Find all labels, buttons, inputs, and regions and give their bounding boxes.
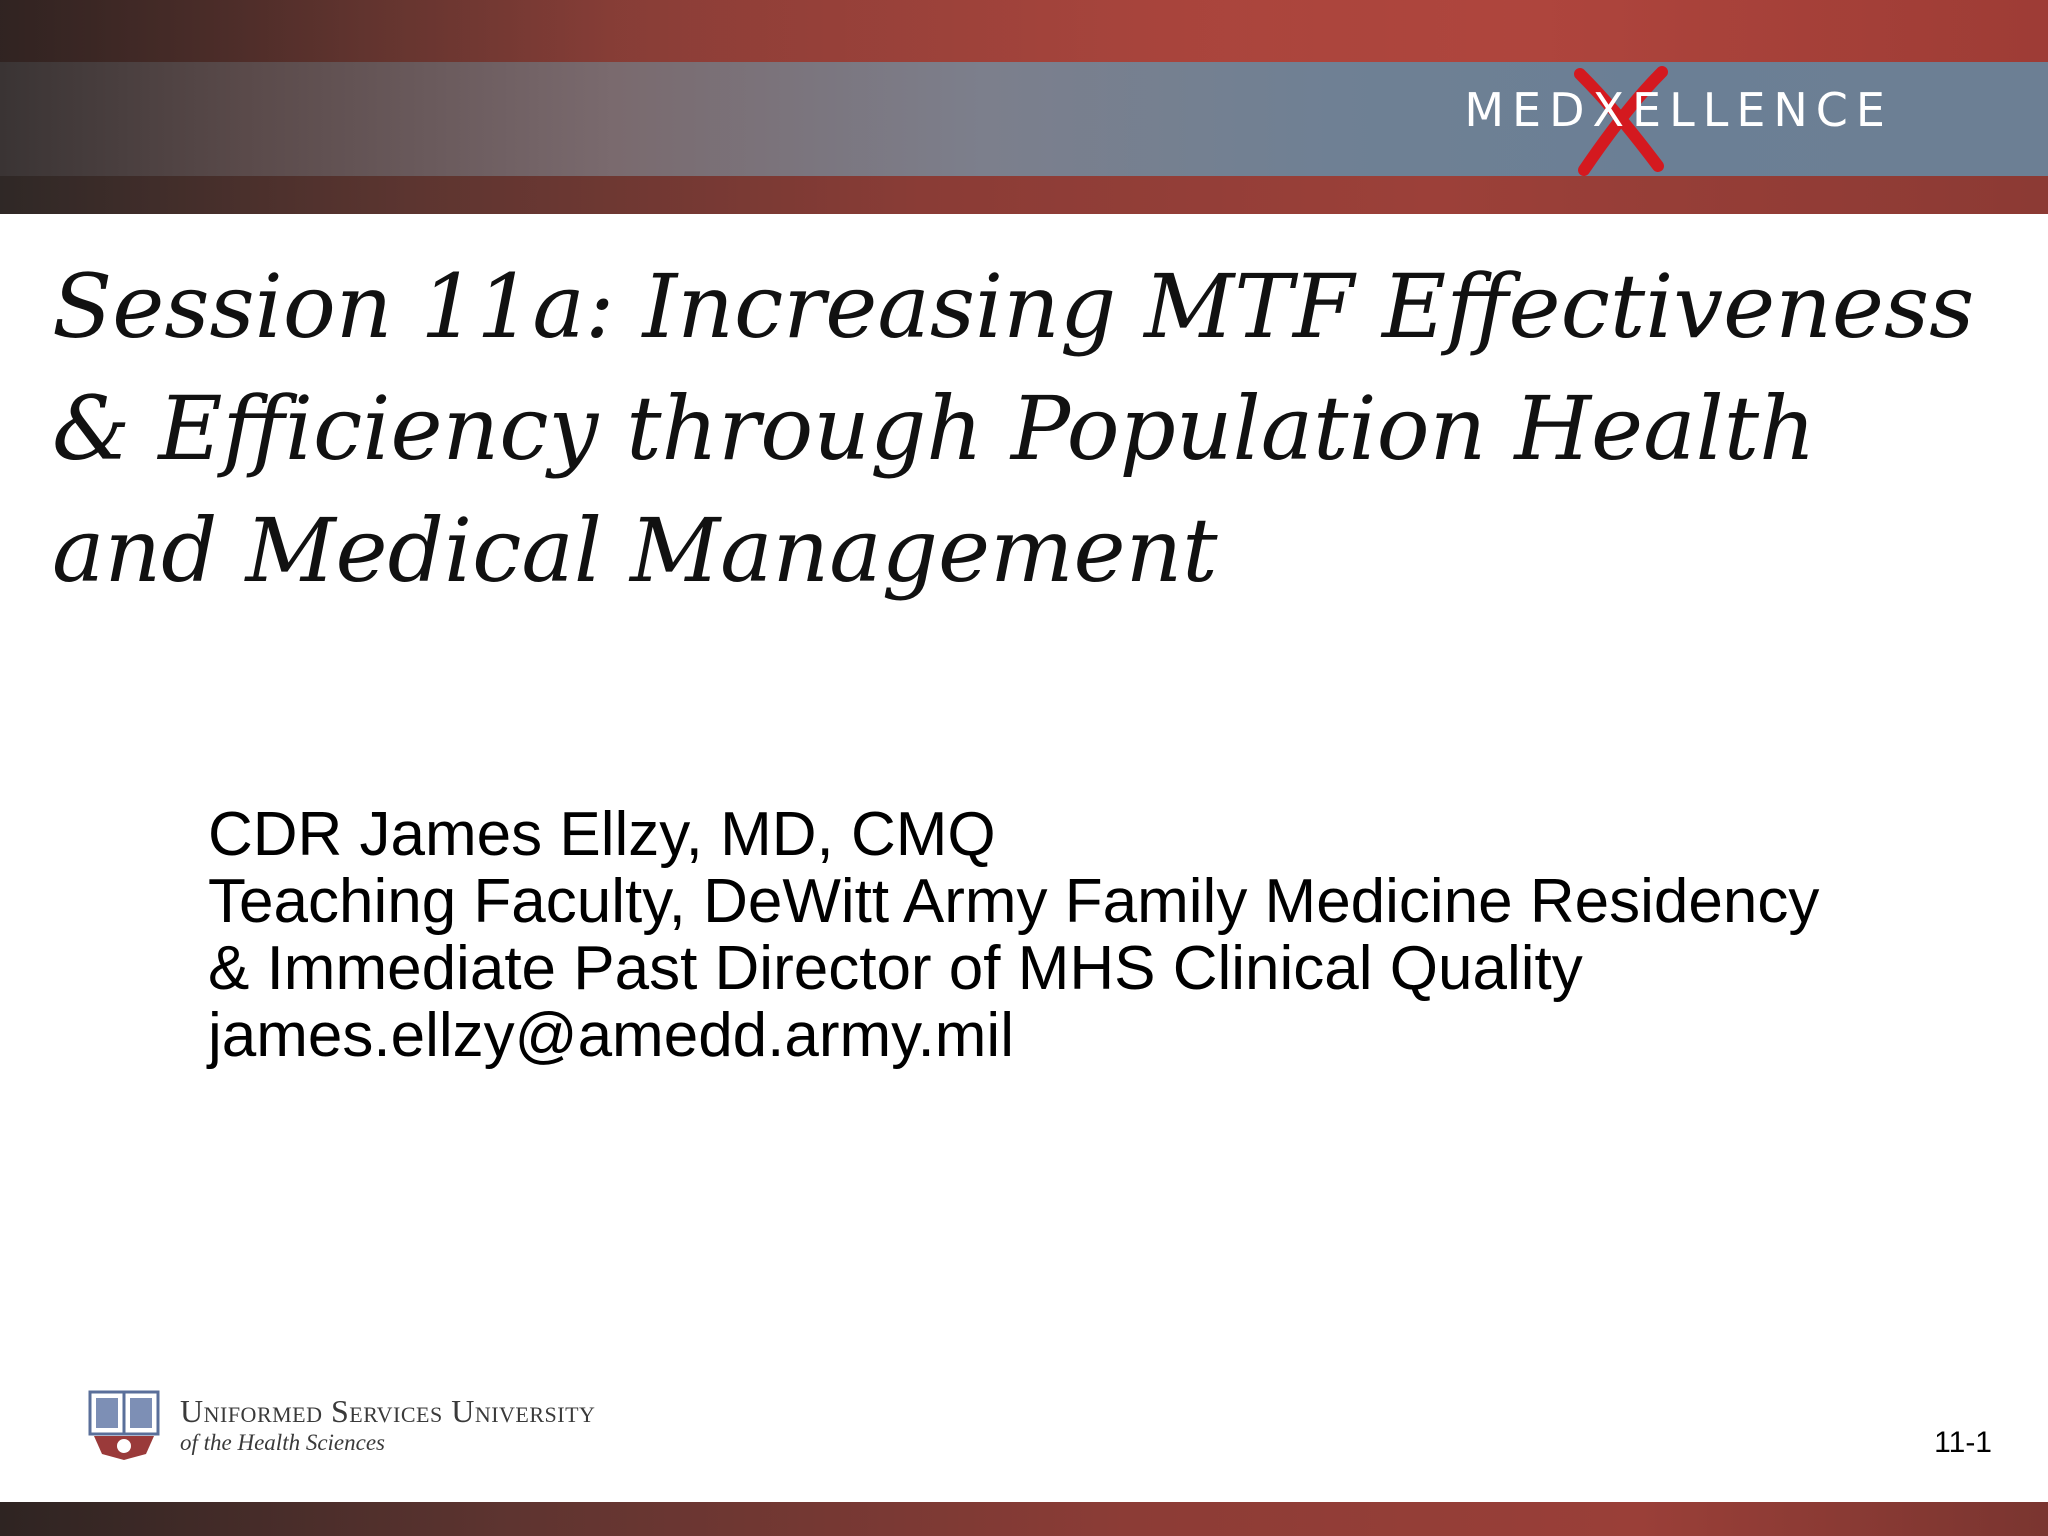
slide-title: Session 11a: Increasing MTF Effectiveness & Efficiency through Population Health and Medical Management bbox=[52, 255, 1975, 602]
slide-number: 11-1 bbox=[1934, 1426, 1992, 1459]
medxellence-logo bbox=[1464, 80, 1893, 140]
presenter-info bbox=[208, 802, 2038, 1070]
header-banner bbox=[0, 0, 2048, 214]
header-bottom-strip bbox=[0, 176, 2048, 214]
logo-text: MEDXELLENCE bbox=[1464, 83, 1893, 137]
header-top-strip bbox=[0, 0, 2048, 62]
presenter-past-role: & Immediate Past Director of MHS Clinical Quality bbox=[208, 934, 1583, 1003]
footer-bar bbox=[0, 1502, 2048, 1536]
university-subtitle: of the Health Sciences bbox=[180, 1430, 386, 1455]
usu-logo bbox=[88, 1390, 595, 1460]
presenter-name: CDR James Ellzy, MD, CMQ bbox=[208, 800, 996, 869]
presenter-role: Teaching Faculty, DeWitt Army Family Medicine Residency bbox=[208, 867, 1820, 936]
presenter-email: james.ellzy@amedd.army.mil bbox=[208, 1001, 1014, 1070]
university-name: Uniformed Services University bbox=[180, 1393, 596, 1429]
usu-seal-icon bbox=[88, 1390, 160, 1462]
